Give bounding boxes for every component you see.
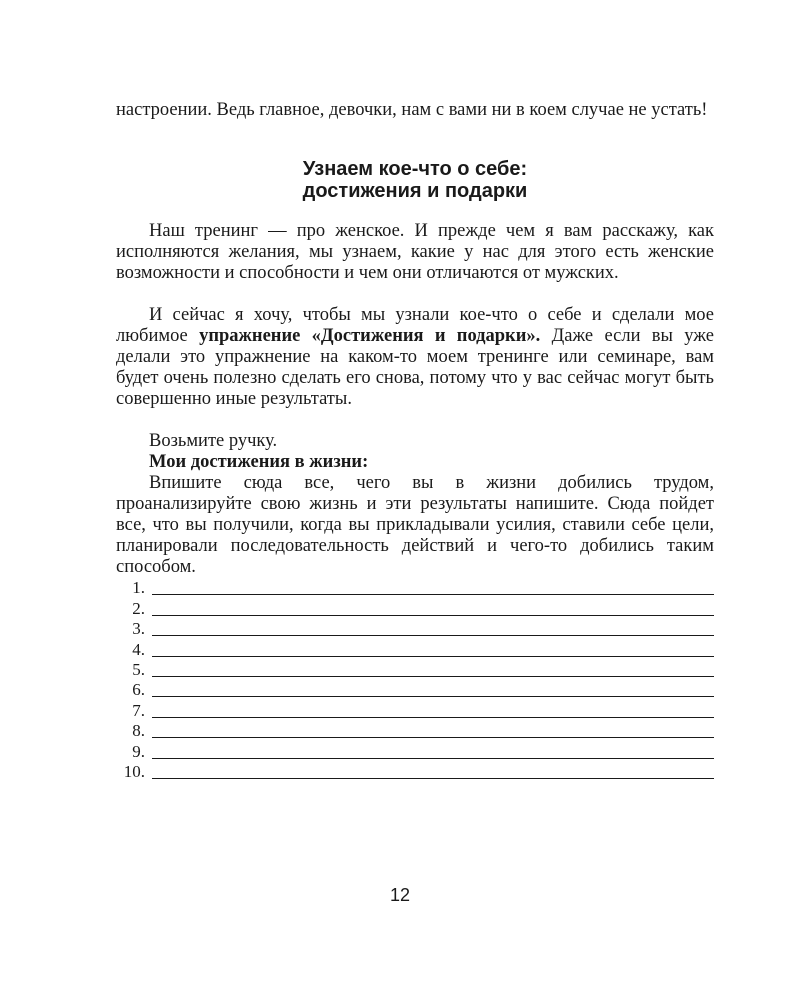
answer-line-blank[interactable] [152, 621, 714, 636]
answer-line-row [116, 721, 714, 741]
answer-line-number: 6. [132, 680, 145, 700]
answer-line-blank[interactable] [152, 601, 714, 616]
paragraph-take-pen: Возьмите ручку. [149, 431, 278, 451]
answer-line-row [116, 741, 714, 761]
answer-line-blank[interactable] [152, 642, 714, 657]
answer-line-row [116, 700, 714, 720]
answer-line-row [116, 762, 714, 782]
answer-line-number: 2. [132, 598, 145, 618]
answer-line-row [116, 598, 714, 618]
answer-line-blank[interactable] [152, 764, 714, 779]
paragraph-gap [116, 410, 714, 431]
paragraph-exercise-after: Даже если вы уже делали это упражнение на каком-то моем тренинге или семинаре, вам будет очень полезно сделать его снова, потому что у вас сейчас могут быть совершенно иные результаты. [116, 326, 714, 409]
section-heading [116, 158, 714, 202]
section-heading-line-2: достижения и подарки [302, 180, 528, 202]
answer-line-blank[interactable] [152, 682, 714, 697]
page-content [116, 100, 714, 782]
answer-line-row [116, 619, 714, 639]
answer-line-number: 4. [132, 639, 145, 659]
answer-line-blank[interactable] [152, 723, 714, 738]
answer-line-number: 3. [132, 619, 145, 639]
answer-line-blank[interactable] [152, 580, 714, 595]
paragraph-gap [116, 284, 714, 305]
answer-line-row [116, 578, 714, 598]
answer-line-blank[interactable] [152, 744, 714, 759]
answer-lines [116, 578, 714, 782]
answer-line-blank[interactable] [152, 703, 714, 718]
answer-line-number: 10. [123, 761, 145, 781]
top-paragraph: настроении. Ведь главное, девочки, нам с вами ни в коем случае не устать! [116, 100, 708, 120]
answer-line-blank[interactable] [152, 662, 714, 677]
answer-line-number: 8. [132, 721, 145, 741]
answer-line-number: 7. [132, 700, 145, 720]
section-heading-line-1: Узнаем кое-что о себе: [302, 158, 528, 180]
answer-line-number: 1. [132, 578, 145, 598]
answer-line-number: 9. [132, 741, 145, 761]
paragraph-intro: Наш тренинг — про женское. И прежде чем я вам расскажу, как исполняются желания, мы узнаем, какие у нас для этого есть женские возможности и способности и чем они отличаются от мужских. [116, 221, 714, 283]
exercise-name: упражнение «Достижения и подарки». [199, 326, 541, 346]
answer-line-row [116, 680, 714, 700]
paragraph-exercise-before: И сейчас я хочу, чтобы мы узнали кое-что о себе и сделали мое любимое [116, 305, 714, 346]
answer-line-row [116, 639, 714, 659]
paragraph-exercise [116, 305, 714, 410]
page-number: 12 [389, 885, 411, 905]
paragraph-instructions: Впишите сюда все, чего вы в жизни добились трудом, проанализируйте свою жизнь и эти результаты напишите. Сюда пойдет все, что вы получили, когда вы прикладывали усилия, ставили себе цели, планировали последовательность действий и чего-то добились таким способом. [116, 473, 714, 577]
answer-line-number: 5. [132, 659, 145, 679]
subheading-achievements: Мои достижения в жизни: [149, 452, 369, 472]
answer-line-row [116, 660, 714, 680]
